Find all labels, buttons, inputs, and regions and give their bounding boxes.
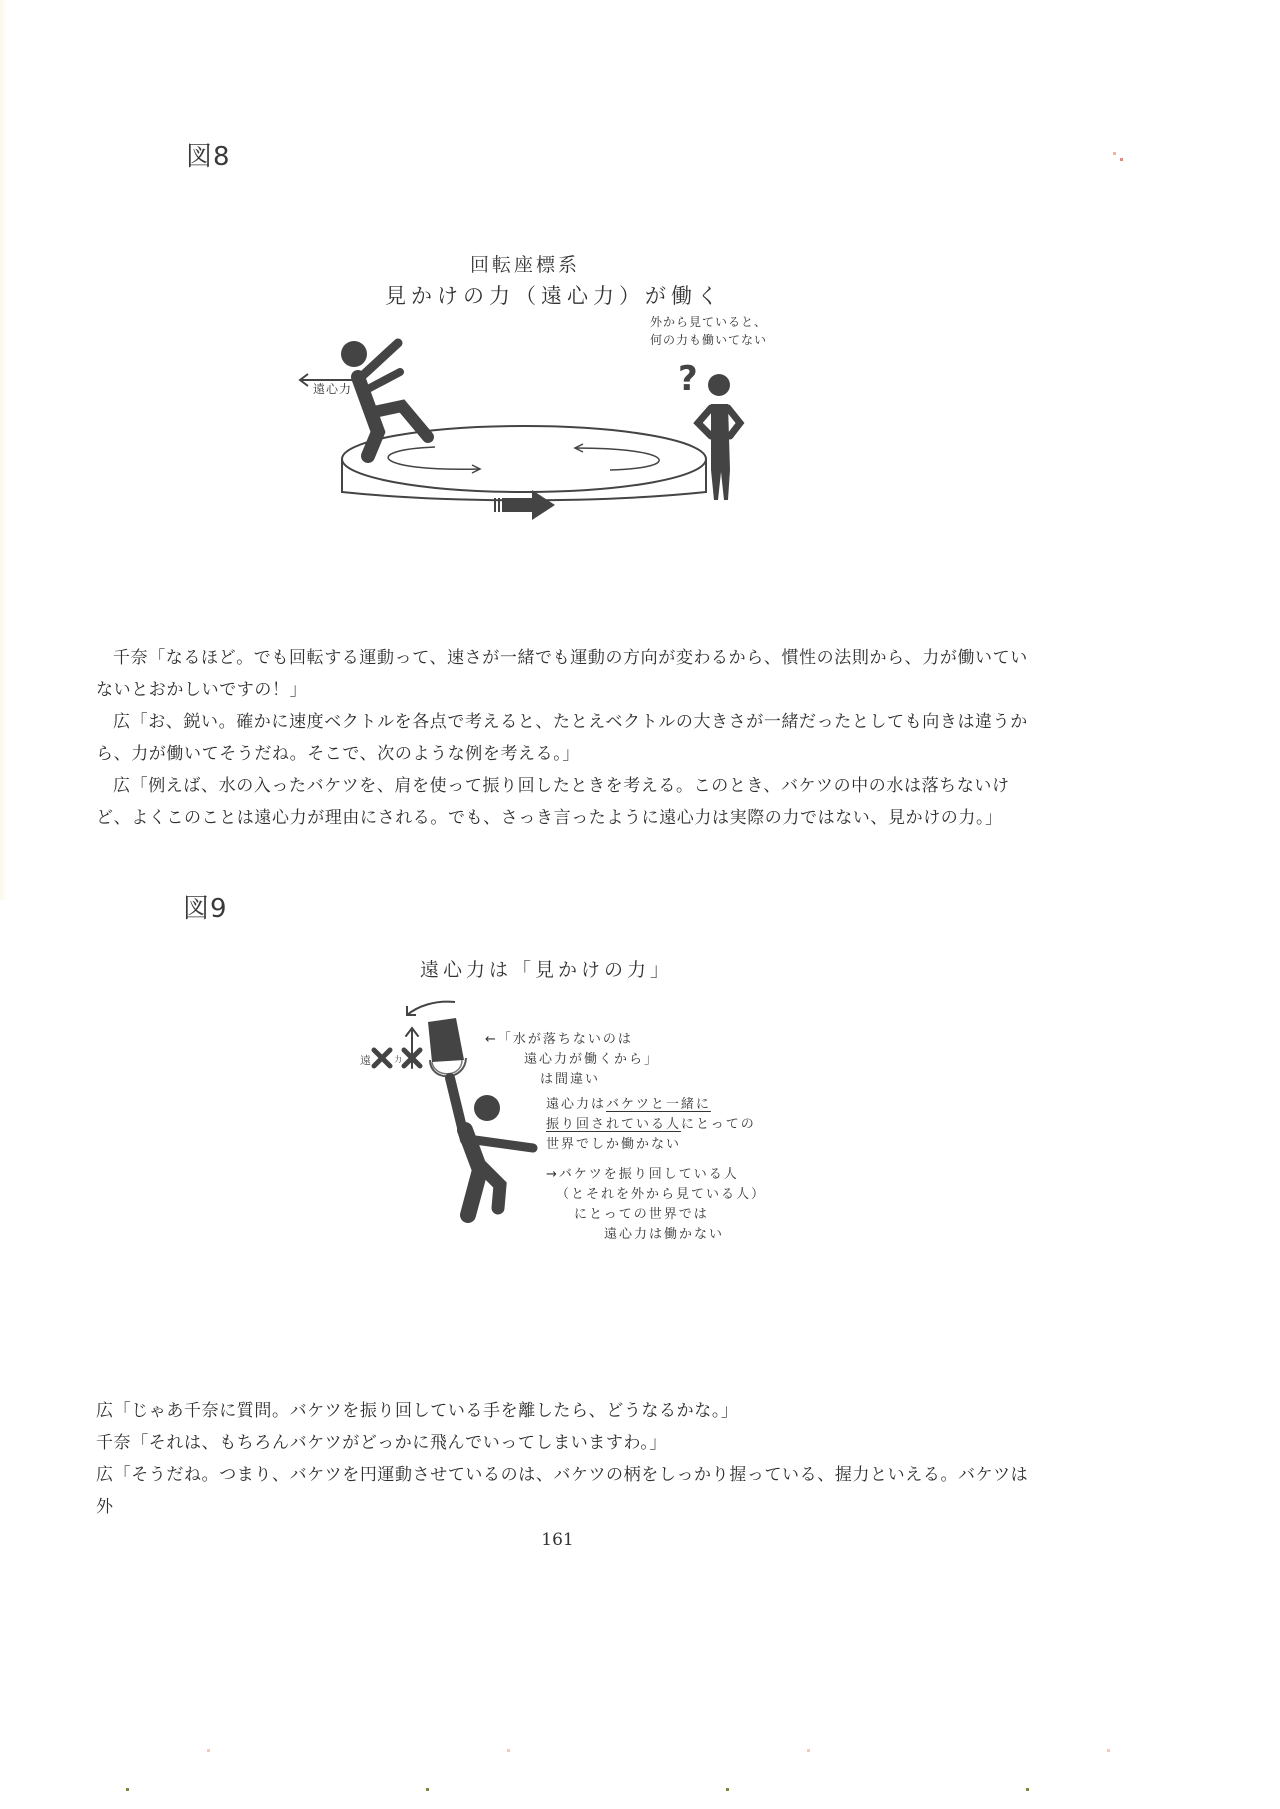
- note1-line3: は間違い: [540, 1072, 601, 1087]
- swing-direction-arrow-icon: [407, 1002, 455, 1015]
- page-number: 161: [541, 1530, 574, 1550]
- note2-line1: [546, 1093, 711, 1112]
- bucket-icon: [428, 1018, 466, 1076]
- rotating-platform-illustration: [290, 320, 790, 520]
- svg-text:?: ?: [678, 359, 698, 399]
- dialogue-paragraph: 広「例えば、水の入ったバケツを、肩を使って振り回したときを考える。このとき、バケツの中の水は落ちないけど、よくこのことは遠心力が理由にされる。でも、さっき言ったように遠心力は実際の力ではない、見かけの力。」: [96, 776, 1010, 828]
- question-mark-icon: [678, 359, 698, 399]
- scan-mark: [126, 1788, 129, 1791]
- scan-mark: [1120, 158, 1123, 161]
- dialogue-paragraph: 千奈「それは、もちろんバケツがどっかに飛んでいってしまいますわ。」: [96, 1433, 668, 1453]
- note2-line1-underlined: バケツと一緒に: [606, 1097, 711, 1112]
- note1-line1: ←「水が落ちないのは: [485, 1032, 633, 1047]
- scan-mark: [207, 1749, 210, 1752]
- note1-line2: 遠心力が働くから」: [524, 1052, 660, 1067]
- note3-line1: →バケツを振り回している人: [546, 1167, 739, 1182]
- figure-8-title-line1: 回転座標系: [470, 254, 581, 276]
- observer-note-line1: 外から見ていると、: [650, 315, 768, 329]
- figure-8-title-line2: 見かけの力（遠心力）が働く: [385, 284, 723, 308]
- scan-mark: [726, 1788, 729, 1791]
- scan-mark: [1107, 1749, 1110, 1752]
- scan-mark: [507, 1749, 510, 1752]
- swinging-person-icon: [450, 1078, 533, 1215]
- dialogue-section-2: [96, 1395, 1036, 1523]
- note2-line2-underlined: 振り回されている人: [546, 1117, 682, 1132]
- scan-mark: [807, 1749, 810, 1752]
- note3-line4: 遠心力は働かない: [604, 1227, 725, 1242]
- note2-line2: [546, 1113, 756, 1132]
- figure-8-label: 図8: [186, 142, 231, 172]
- dialogue-section-1: [96, 642, 1036, 834]
- scan-page-edge: [0, 0, 8, 900]
- note2-line1-plain: 遠心力は: [546, 1097, 607, 1112]
- crossed-label-1: 遠: [360, 1054, 371, 1067]
- note2-line2-plain: にとっての: [681, 1117, 756, 1132]
- centrifugal-force-arrow-icon: [300, 374, 358, 386]
- observer-note-line2: 何の力も働いてない: [650, 333, 768, 347]
- scan-mark: [1026, 1788, 1029, 1791]
- figure-9-title: 遠心力は「見かけの力」: [420, 959, 674, 981]
- note3-line2: （とそれを外から見ている人）: [556, 1187, 767, 1202]
- centrifugal-force-label: 遠心力: [313, 382, 353, 396]
- dialogue-paragraph: 広「そうだね。つまり、バケツを円運動させているのは、バケツの柄をしっかり握っている、握力といえる。バケツは外: [96, 1465, 1029, 1517]
- dialogue-paragraph: 広「じゃあ千奈に質問。バケツを振り回している手を離したら、どうなるかな。」: [96, 1401, 739, 1421]
- dialogue-paragraph: 千奈「なるほど。でも回転する運動って、速さが一緒でも運動の方向が変わるから、慣性の法則から、力が働いていないとおかしいですの！」: [96, 648, 1028, 700]
- dialogue-paragraph: 広「お、鋭い。確かに速度ベクトルを各点で考えると、たとえベクトルの大きさが一緒だったとしても向きは違うから、力が働いてそうだね。そこで、次のような例を考える。」: [96, 712, 1028, 764]
- crossed-label-2: 力: [394, 1055, 402, 1064]
- scan-mark: [426, 1788, 429, 1791]
- scan-mark: [1113, 152, 1116, 155]
- figure-9-label: 図9: [183, 894, 228, 924]
- note3-line3: にとっての世界では: [574, 1207, 709, 1222]
- note2-line3: 世界でしか働かない: [546, 1137, 682, 1152]
